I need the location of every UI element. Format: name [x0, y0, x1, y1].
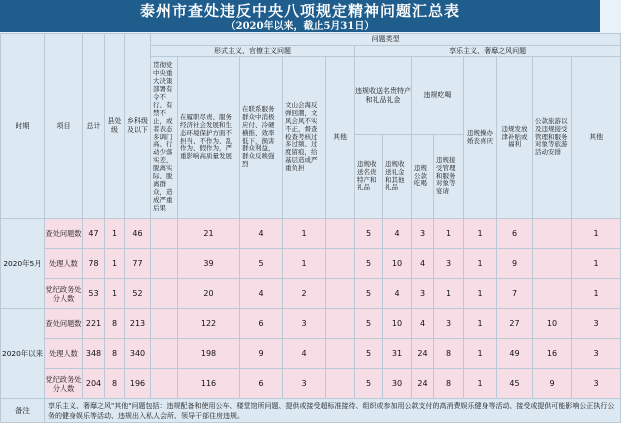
- cell: 3: [412, 219, 434, 249]
- cell: 3: [283, 369, 326, 399]
- cell: 7: [497, 279, 533, 309]
- cell: 3: [572, 369, 621, 399]
- row-label: 党纪政务处分人数: [45, 369, 83, 399]
- cell: 47: [83, 219, 105, 249]
- cell: 20: [178, 279, 240, 309]
- cell: 52: [125, 279, 151, 309]
- cell: 45: [497, 369, 533, 399]
- cell: 10: [383, 249, 412, 279]
- header-h-gift: 违规收送名贵特产和礼品礼金: [355, 57, 412, 135]
- header-h-gift-b: 违规收送礼金和其他礼品: [383, 135, 412, 219]
- cell: 16: [533, 339, 572, 369]
- cell: 340: [125, 339, 151, 369]
- row-label: 党纪政务处分人数: [45, 279, 83, 309]
- header-h-wedding: 违规操办婚丧喜庆: [464, 57, 497, 219]
- header-f1: 贯彻党中央重大决策部署有令不行、有禁不止，或者表态多调门高、行动少落实差，脱离实际、脱离群众，造成严重后果: [151, 57, 178, 219]
- row-label: 处理人数: [45, 339, 83, 369]
- cell: 4: [240, 219, 283, 249]
- cell: 24: [412, 339, 434, 369]
- cell: 1: [464, 369, 497, 399]
- cell: 39: [178, 249, 240, 279]
- cell: 5: [240, 249, 283, 279]
- cell: 4: [412, 249, 434, 279]
- cell: 1: [105, 219, 125, 249]
- cell: 6: [497, 219, 533, 249]
- summary-table: [0, 33, 621, 423]
- cell: 53: [83, 279, 105, 309]
- note-label: 备注: [1, 399, 45, 423]
- header-county-level: 县处级: [105, 34, 125, 219]
- period-label: 2020年以来: [1, 309, 45, 399]
- cell: 204: [83, 369, 105, 399]
- cell: [151, 339, 178, 369]
- header-h-subsidy: 违规发放津补贴或福利: [497, 57, 533, 219]
- cell: [326, 339, 355, 369]
- cell: 8: [105, 369, 125, 399]
- cell: 221: [83, 309, 105, 339]
- cell: 10: [383, 309, 412, 339]
- cell: 4: [383, 279, 412, 309]
- cell: 5: [355, 219, 383, 249]
- cell: [151, 219, 178, 249]
- header-h-travel: 公款旅游以及违规接受管理和服务对象等旅游活动安排: [533, 57, 572, 219]
- cell: 10: [533, 309, 572, 339]
- cell: 1: [283, 219, 326, 249]
- header-hedonism-group: 享乐主义、奢靡之风问题: [355, 46, 621, 57]
- cell: 31: [383, 339, 412, 369]
- cell: 122: [178, 309, 240, 339]
- cell: [326, 369, 355, 399]
- cell: 213: [125, 309, 151, 339]
- row-label: 处理人数: [45, 249, 83, 279]
- header-h-gift-a: 违规收送名贵特产和礼品: [355, 135, 383, 219]
- cell: 24: [412, 369, 434, 399]
- cell: 3: [412, 279, 434, 309]
- header-f3: 在联系服务群众中消极应付、冷硬横推、效率低下，损害群众利益，群众反映强烈: [240, 57, 283, 219]
- cell: 9: [240, 339, 283, 369]
- cell: 2: [283, 279, 326, 309]
- header-township-level: 乡科级及以下: [125, 34, 151, 219]
- cell: [533, 249, 572, 279]
- cell: 1: [283, 249, 326, 279]
- period-label: 2020年5月: [1, 219, 45, 309]
- cell: 8: [434, 339, 464, 369]
- cell: 77: [125, 249, 151, 279]
- cell: 1: [105, 279, 125, 309]
- header-h-other: 其他: [572, 57, 621, 219]
- cell: [326, 279, 355, 309]
- header-h-eat-b: 违规接受管理和服务对象等宴请: [434, 135, 464, 219]
- header-problem-type: 问题类型: [151, 34, 621, 46]
- cell: 1: [464, 249, 497, 279]
- note-text: 享乐主义、奢靡之风"其他"问题包括：违规配备和使用公车、楼堂馆所问题、提供或接受超标准接待、组织或参加用公款支付的高消费娱乐健身等活动、接受或提供可能影响公正执行公务的健身娱乐等活动、违规出入私人会所、领导干部住房违规。: [45, 399, 621, 423]
- cell: 1: [464, 279, 497, 309]
- cell: [151, 279, 178, 309]
- cell: 4: [412, 309, 434, 339]
- cell: 49: [497, 339, 533, 369]
- header-h-eat-a: 违规公款吃喝: [412, 135, 434, 219]
- cell: 3: [434, 249, 464, 279]
- cell: 5: [355, 369, 383, 399]
- cell: 1: [464, 309, 497, 339]
- header-f-other: 其他: [326, 57, 355, 219]
- header-period: 时期: [1, 34, 45, 219]
- cell: [326, 219, 355, 249]
- cell: 196: [125, 369, 151, 399]
- cell: 5: [355, 279, 383, 309]
- cell: 3: [283, 309, 326, 339]
- header-f4: 文山会海反弹回潮，文风会风不实不正，督查检查考核过多过频、过度留痕，给基层造成严重负担: [283, 57, 326, 219]
- row-label: 查处问题数: [45, 309, 83, 339]
- cell: 1: [572, 219, 621, 249]
- cell: [326, 249, 355, 279]
- cell: [326, 309, 355, 339]
- cell: 1: [105, 249, 125, 279]
- page-title: 泰州市查处违反中央八项规定精神问题汇总表: [139, 2, 460, 20]
- cell: 1: [572, 279, 621, 309]
- cell: [151, 309, 178, 339]
- cell: 4: [283, 339, 326, 369]
- header-total: 总计: [83, 34, 105, 219]
- cell: 8: [434, 369, 464, 399]
- cell: 116: [178, 369, 240, 399]
- cell: 1: [464, 339, 497, 369]
- cell: 1: [434, 279, 464, 309]
- cell: 1: [572, 249, 621, 279]
- cell: 5: [355, 339, 383, 369]
- cell: 6: [240, 369, 283, 399]
- header-formalism-group: 形式主义、官僚主义问题: [151, 46, 355, 57]
- cell: 46: [125, 219, 151, 249]
- header-h-eat: 违规吃喝: [412, 57, 464, 135]
- cell: 348: [83, 339, 105, 369]
- cell: 4: [240, 279, 283, 309]
- cell: 8: [105, 339, 125, 369]
- header-f2: 在履职尽责、服务经济社会发展和生态环境保护方面不担当、不作为、乱作为、假作为，严重影响高质量发展: [178, 57, 240, 219]
- cell: 198: [178, 339, 240, 369]
- cell: 3: [434, 309, 464, 339]
- cell: 4: [383, 219, 412, 249]
- cell: 78: [83, 249, 105, 279]
- row-label: 查处问题数: [45, 219, 83, 249]
- cell: [151, 369, 178, 399]
- cell: 1: [434, 219, 464, 249]
- cell: 5: [355, 309, 383, 339]
- header-item: 项目: [45, 34, 83, 219]
- cell: [151, 249, 178, 279]
- title-banner: [0, 0, 600, 32]
- cell: 9: [533, 369, 572, 399]
- page-subtitle: （2020年以来，截止5月31日）: [225, 21, 375, 32]
- cell: 5: [355, 249, 383, 279]
- cell: 21: [178, 219, 240, 249]
- cell: 3: [572, 309, 621, 339]
- cell: 27: [497, 309, 533, 339]
- cell: 9: [497, 249, 533, 279]
- cell: [533, 219, 572, 249]
- cell: 30: [383, 369, 412, 399]
- cell: [533, 279, 572, 309]
- cell: 8: [105, 309, 125, 339]
- cell: 3: [572, 339, 621, 369]
- cell: 6: [240, 309, 283, 339]
- cell: 1: [464, 219, 497, 249]
